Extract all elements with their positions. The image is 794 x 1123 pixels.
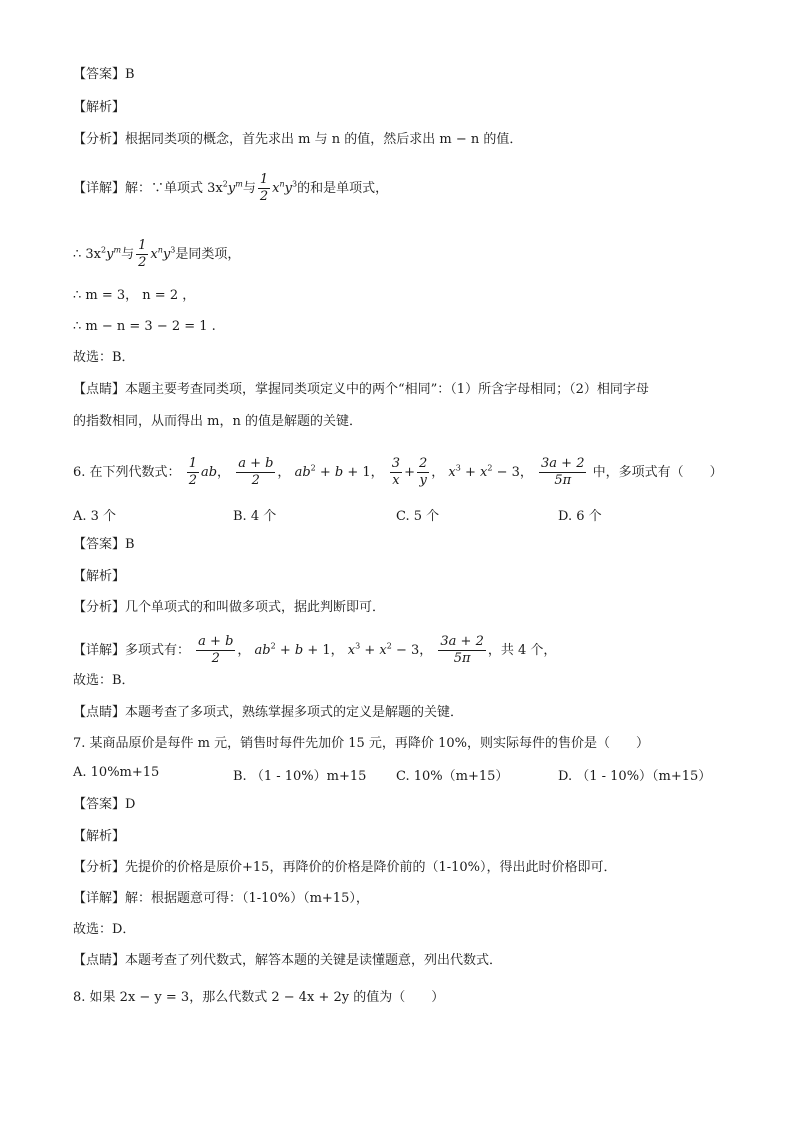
q7-answer-line	[73, 796, 135, 814]
q7-option-b: B. （1 - 10%）m+15	[233, 769, 367, 784]
dianjing-text: 本题考查了多项式，熟练掌握多项式的定义是解题的关键．	[125, 705, 464, 720]
q5-answer-line	[73, 66, 135, 84]
q6-option-d: D. 6 个	[558, 509, 602, 524]
q6-guxuan: 故选：B．	[73, 673, 135, 688]
answer-tag: 【答案】	[73, 67, 126, 82]
xiangjie-prefix: 多项式有：	[125, 643, 191, 658]
answer-value: B	[125, 67, 135, 82]
q7-option-c: C. 10%（m+15）	[396, 769, 509, 784]
q7-analysis-tag: 【解析】	[73, 829, 126, 844]
q5-guxuan: 故选：B．	[73, 350, 135, 365]
q7-option-a: A. 10%m+15	[73, 765, 160, 780]
dianjing-text-1: 本题主要考查同类项，掌握同类项定义中的两个“相同”：（1）所含字母相同；（2）相同字母	[125, 382, 649, 397]
q6-analysis-tag: 【解析】	[73, 569, 126, 584]
step1-prefix: ∴ 3x	[73, 247, 102, 262]
q6-xiangjie-line: 【详解】多项式有： $\frac{a + b}{2}$ ， $ab^2 + b + 1$， $x^3 + x^2 - 3$， $\frac{3a + 2}{5\pi}$ ，共 4 个，	[73, 634, 557, 666]
q6-option-c: C. 5 个	[396, 509, 440, 524]
q6-dianjing-line	[73, 704, 463, 722]
step1-mid: 与	[121, 247, 135, 262]
answer-value: B	[125, 537, 135, 552]
xiangjie-prefix: 解：∵单项式 3x	[125, 181, 223, 196]
q6-stem-prefix: 6. 在下列代数式：	[73, 465, 181, 480]
fenxi-tag: 【分析】	[73, 860, 126, 875]
q7-xiangjie-line	[73, 890, 369, 908]
q8-stem: 8. 如果 2x − y = 3，那么代数式 2 − 4x + 2y 的值为（ ）	[73, 990, 445, 1005]
answer-tag: 【答案】	[73, 797, 126, 812]
q5-analysis-tag: 【解析】	[73, 100, 126, 115]
q5-step2: ∴ m = 3， n = 2 ，	[73, 288, 196, 303]
dianjing-tag: 【点睛】	[73, 382, 126, 397]
q7-guxuan: 故选：D．	[73, 922, 136, 937]
xiangjie-suffix: ，共 4 个，	[487, 643, 557, 658]
xiangjie-tag: 【详解】	[73, 181, 126, 196]
dianjing-tag: 【点睛】	[73, 953, 126, 968]
xiangjie-tag: 【详解】	[73, 643, 126, 658]
q7-fenxi-line	[73, 859, 617, 877]
q7-option-d: D. （1 - 10%）（m+15）	[558, 769, 712, 784]
q6-fenxi-line	[73, 599, 385, 617]
q6-option-a: A. 3 个	[73, 509, 117, 524]
q7-stem: 7. 某商品原价是每件 m 元，销售时每件先加价 15 元，再降价 10%，则实际每件的售价是（ ）	[73, 736, 649, 751]
q6-answer-line	[73, 536, 135, 554]
q5-step1: ∴ $3x^2y^m$与 $\frac{1}{2}$ $x^ny^3$是同类项，	[73, 238, 241, 270]
answer-tag: 【答案】	[73, 537, 126, 552]
q6-option-b: B. 4 个	[233, 509, 277, 524]
q5-xiangjie-line: 【详解】解：∵单项式 $3x^2y^m$与 $\frac{1}{2}$ $x^ny^3$的和是单项式，	[73, 172, 389, 204]
q5-step3: ∴ m − n = 3 − 2 = 1 .	[73, 319, 216, 334]
q6-stem-suffix: 中，多项式有（ ）	[592, 465, 723, 480]
q5-dianjing-line2: 的指数相同，从而得出 m，n 的值是解题的关键．	[73, 414, 362, 429]
xiangjie-tag: 【详解】	[73, 891, 126, 906]
answer-value: D	[125, 797, 136, 812]
fenxi-text: 根据同类项的概念，首先求出 m 与 n 的值，然后求出 m − n 的值．	[125, 132, 523, 147]
q5-fenxi-line	[73, 131, 522, 149]
q5-dianjing-line1	[73, 381, 649, 399]
fenxi-tag: 【分析】	[73, 600, 126, 615]
fenxi-text: 几个单项式的和叫做多项式，据此判断即可．	[125, 600, 386, 615]
xiangjie-mid: 与	[242, 181, 256, 196]
q6-stem: 6. 在下列代数式： $\frac{1}{2}$ ab， $\frac{a + b}{2}$ ， $ab^2 + b + 1$， $\frac{3}{x}$ + $\frac{2}{y}$ ， $x^3 + x^2 - 3$， $\frac{3a + 2}{5\pi}$ 中，多项式有（ ）	[73, 456, 723, 488]
dianjing-text: 本题考查了列代数式，解答本题的关键是读懂题意，列出代数式．	[125, 953, 503, 968]
xiangjie-suffix: 的和是单项式，	[297, 181, 389, 196]
xiangjie-text: 解：根据题意可得：（1-10%）（m+15），	[125, 891, 369, 906]
fenxi-tag: 【分析】	[73, 132, 126, 147]
fenxi-text: 先提价的价格是原价+15，再降价的价格是降价前的（1-10%），得出此时价格即可．	[125, 860, 617, 875]
step1-suffix: 是同类项，	[175, 247, 241, 262]
q7-dianjing-line	[73, 952, 502, 970]
dianjing-tag: 【点睛】	[73, 705, 126, 720]
